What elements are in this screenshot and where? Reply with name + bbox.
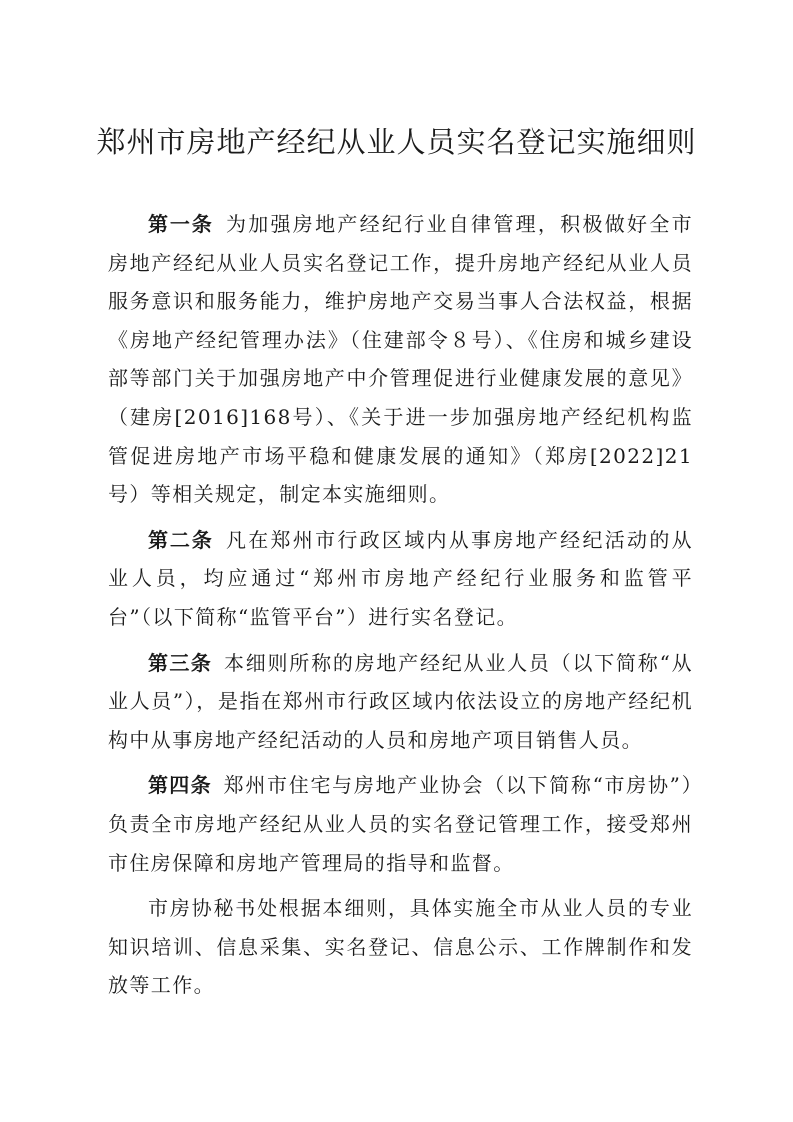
article-2-label: 第二条 [148, 527, 214, 552]
document-body [108, 205, 693, 1012]
article-4 [108, 766, 693, 882]
article-3 [108, 644, 693, 760]
article-4-text: 郑州市住宅与房地产业协会（以下简称“市房协”）负责全市房地产经纪从业人员的实名登记管理工作，接受郑州市住房保障和房地产管理局的指导和监督。 [108, 773, 693, 875]
article-2-text: 凡在郑州市行政区域内从事房地产经纪活动的从业人员，均应通过“郑州市房地产经纪行业服务和监管平台”（以下简称“监管平台”）进行实名登记。 [108, 527, 694, 629]
article-3-label: 第三条 [148, 650, 213, 675]
paragraph-secretariat: 市房协秘书处根据本细则，具体实施全市从业人员的专业知识培训、信息采集、实名登记、信息公示、工作牌制作和发放等工作。 [108, 896, 693, 998]
article-1-text: 为加强房地产经纪行业自律管理，积极做好全市房地产经纪从业人员实名登记工作，提升房地产经纪从业人员服务意识和服务能力，维护房地产交易当事人合法权益，根据《房地产经纪管理办法》（住建部令８号）、《住房和城乡建设部等部门关于加强房地产中介管理促进行业健康发展的意见》（建房[2016]168号）、《关于进一步加强房地产经纪机构监管促进房地产市场平稳和健康发展的通知》（郑房[2022]21号）等相关规定，制定本实施细则。 [108, 212, 694, 507]
article-3-text: 本细则所称的房地产经纪从业人员（以下简称“从业人员”），是指在郑州市行政区域内依法设立的房地产经纪机构中从事房地产经纪活动的人员和房地产项目销售人员。 [108, 650, 694, 752]
article-1-label: 第一条 [148, 212, 214, 236]
document-title: 郑州市房地产经纪从业人员实名登记实施细则 [96, 125, 697, 159]
article-2 [108, 521, 693, 637]
article-4-label: 第四条 [148, 773, 212, 798]
article-1 [108, 205, 693, 514]
